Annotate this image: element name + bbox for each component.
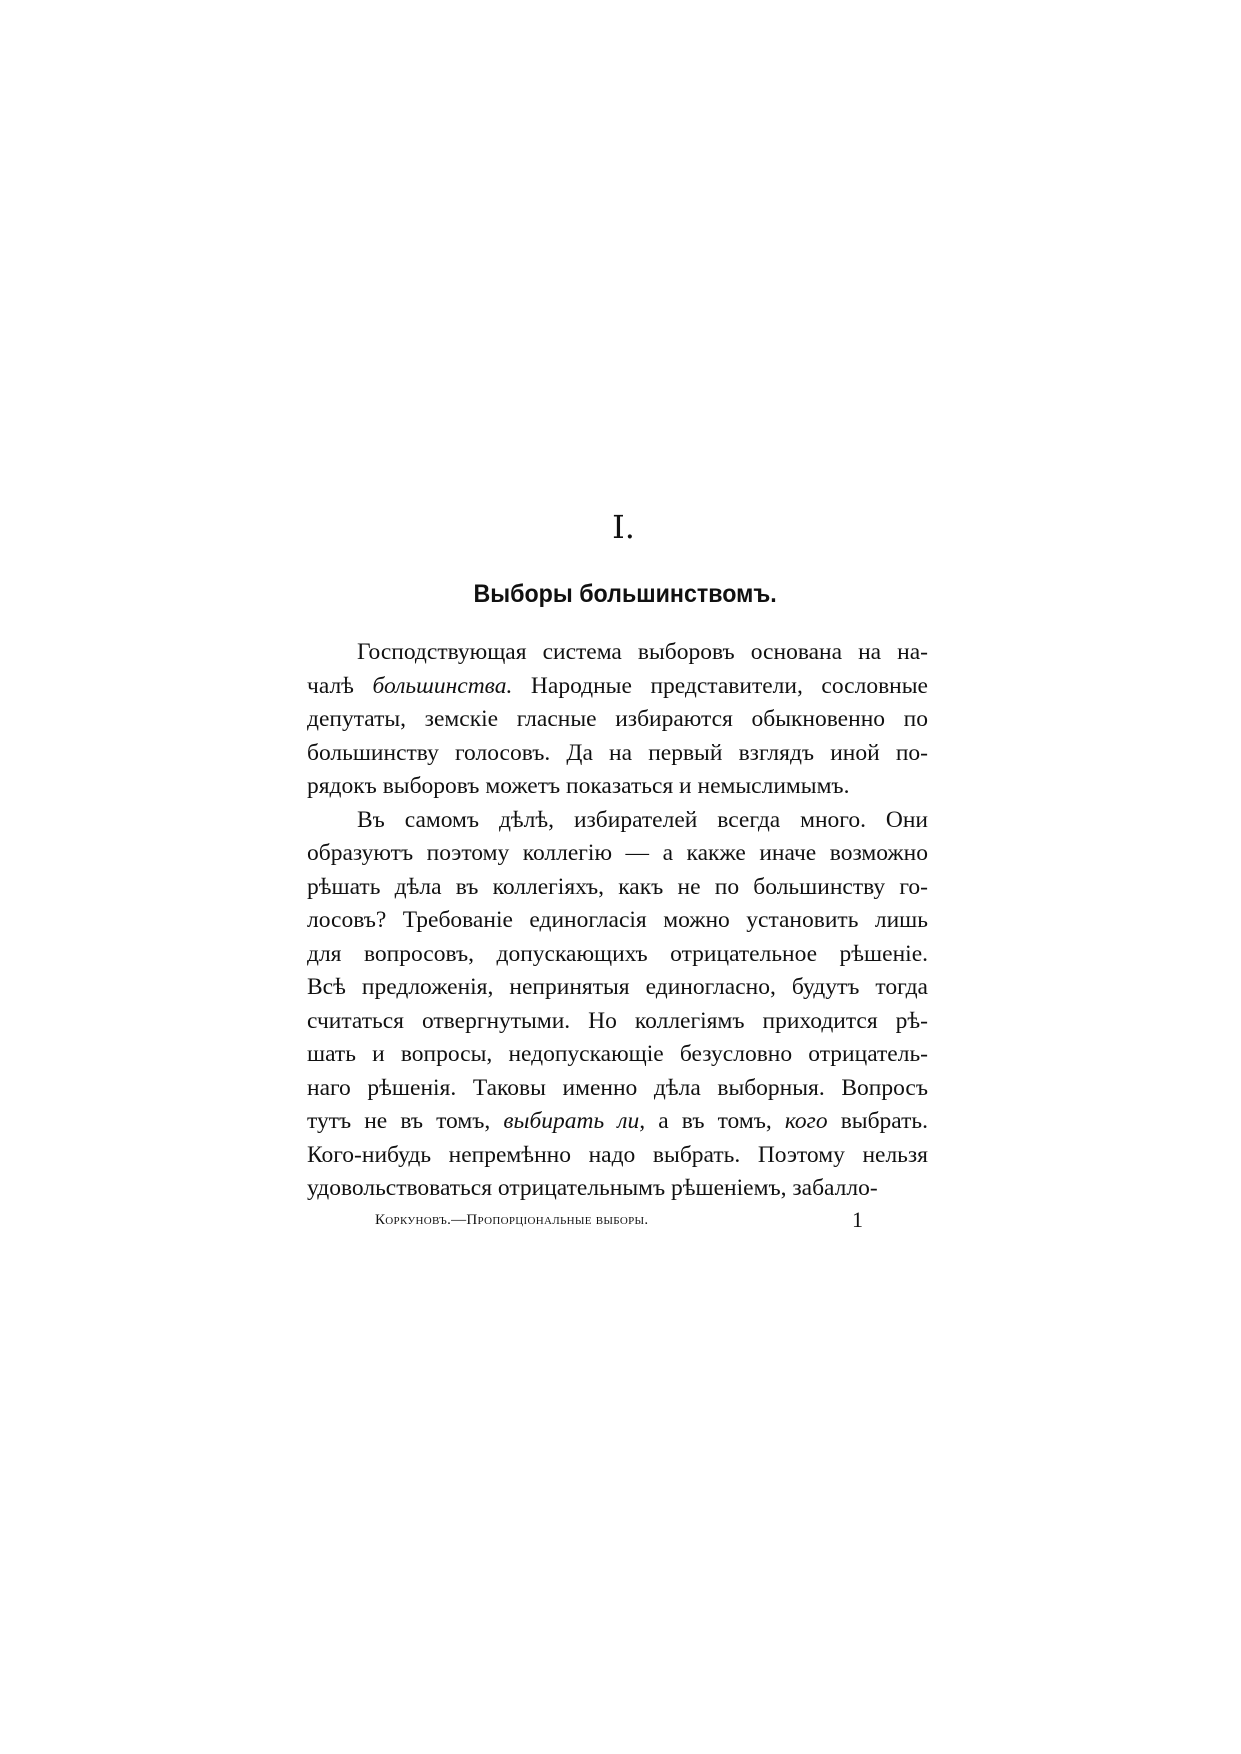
text-line: рядокъ выборовъ можетъ показаться и немыслимымъ. xyxy=(307,773,850,799)
text-line: рѣшать дѣла въ коллегіяхъ, какъ не по большинству го- xyxy=(307,873,928,900)
text-line: шать и вопросы, недопускающіе безусловно отрицатель- xyxy=(307,1041,928,1067)
emphasis: большинства. xyxy=(372,672,513,699)
text-line: Господствующая система выборовъ основана на на- xyxy=(357,639,928,665)
text-line: тутъ не въ томъ, выбирать ли, а въ томъ, кого выбрать. xyxy=(307,1108,928,1134)
text-line: Въ самомъ дѣлѣ, избирателей всегда много. Они xyxy=(357,806,928,833)
text-line: для вопросовъ, допускающихъ отрицательное рѣшеніе. xyxy=(307,940,928,967)
paragraph xyxy=(307,804,928,1206)
text-line: депутаты, земскіе гласные избираются обыкновенно по xyxy=(307,706,928,732)
text-line: удовольствоваться отрицательнымъ рѣшеніемъ, забалло- xyxy=(307,1175,878,1201)
page-footer xyxy=(0,1207,1241,1242)
text-line: наго рѣшенія. Таковы именно дѣла выборныя. Вопросъ xyxy=(307,1074,928,1101)
text-line: чалѣ большинства. Народные представители, сословные xyxy=(307,672,928,699)
body-text xyxy=(307,636,928,1206)
emphasis: выбирать ли, xyxy=(503,1108,646,1134)
chapter-number: I. xyxy=(612,508,635,546)
text-line: Кого-нибудь непремѣнно надо выбрать. Поэтому нельзя xyxy=(307,1141,928,1168)
emphasis: кого xyxy=(784,1108,828,1134)
chapter-title: Выборы большинствомъ. xyxy=(473,580,777,608)
signature-number: 1 xyxy=(852,1207,863,1232)
text-line: образуютъ поэтому коллегію — а какже иначе возможно xyxy=(307,840,928,866)
text-line: Всѣ предложенія, непринятыя единогласно, будутъ тогда xyxy=(307,974,928,1000)
paragraph xyxy=(307,636,928,804)
text-line: лосовъ? Требованіе единогласія можно установить лишь xyxy=(307,907,928,933)
text-line: считаться отвергнутыми. Но коллегіямъ приходится рѣ- xyxy=(307,1007,928,1034)
text-line: большинству голосовъ. Да на первый взглядъ иной по- xyxy=(307,739,928,766)
running-title: Коркуновъ.—Пропорціональные выборы. xyxy=(375,1212,649,1228)
